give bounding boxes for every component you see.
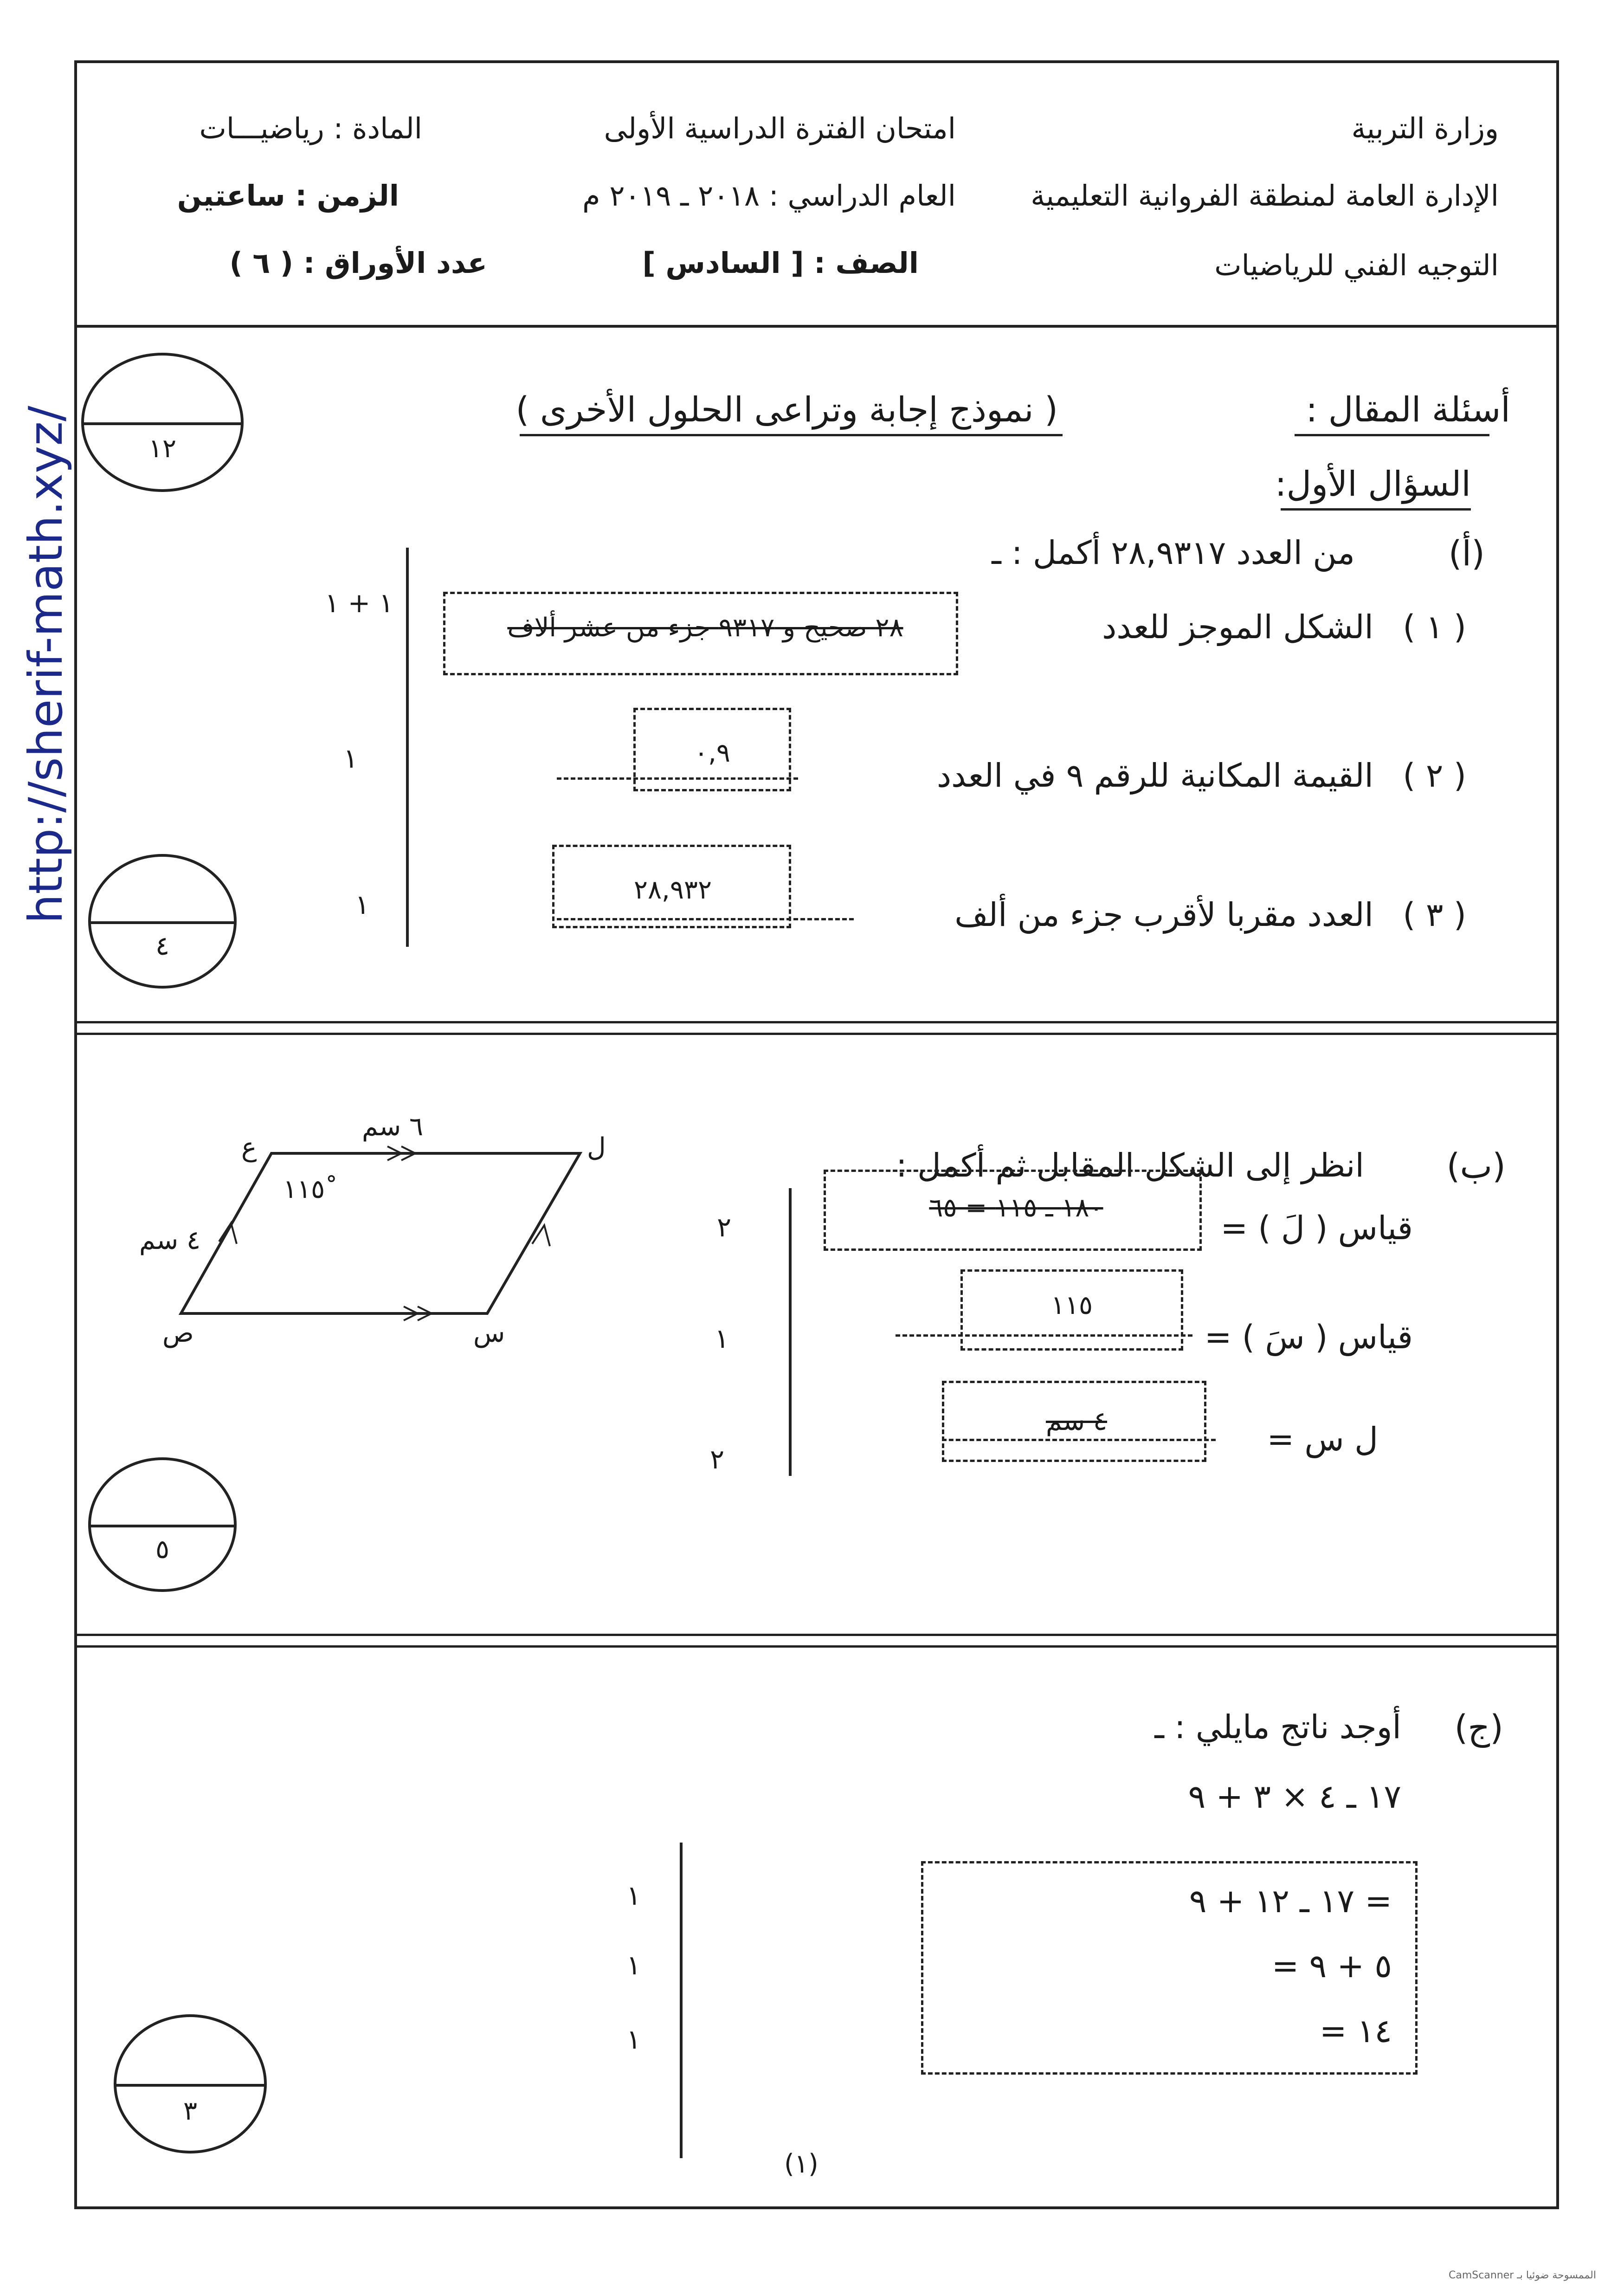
part-b-item-2-text: قياس ( سَ ) = [1204,1318,1413,1356]
part-c-label: (ج) [1454,1708,1503,1748]
grade-label: الصف : [ السادس ] [642,246,919,280]
part-b-item-3-answer: ٤ سم [1045,1406,1108,1436]
answer-model-note: ( نموذج إجابة وتراعى الحلول الأخرى ) [516,390,1058,430]
question-underline [1281,508,1471,511]
vertex-s-label: س [473,1318,505,1348]
part-c-step-1: = ١٧ ـ ١٢ + ٩ [1189,1882,1392,1920]
part-b-mark-circle: ٥ [88,1457,237,1592]
section-title: أسئلة المقال : [1306,390,1510,430]
part-a-item-3-answer: ٢٨,٩٣٢ [633,875,712,905]
part-a-divider-2 [74,1033,1559,1035]
part-c-prompt: أوجد ناتج مايلي : ـ [1154,1708,1401,1746]
subject-label: المادة : رياضيـــات [199,111,422,145]
part-c-step-1-mark: ١ [626,1880,641,1911]
part-a-item-1-text: الشكل الموجز للعدد [1102,608,1373,646]
part-b-prompt: انظر إلى الشكل المقابل ثم أكمل : [896,1146,1364,1184]
exam-title: امتحان الفترة الدراسية الأولى [604,111,956,145]
part-c-mark-column [680,1843,683,2158]
ministry-name: وزارة التربية [1351,111,1499,145]
part-a-label: (أ) [1448,534,1485,574]
part-a-item-3-text: العدد مقربا لأقرب جزء من ألف [954,896,1373,934]
part-b-mark-column [789,1188,792,1476]
vertex-l-label: ل [587,1132,606,1163]
vertex-a-label: ع [241,1132,257,1163]
page-number: (١) [784,2149,818,2179]
part-b-item-2-mark: ١ [715,1323,729,1354]
department-name: التوجيه الفني للرياضيات [1214,248,1499,282]
time-label: الزمن : ساعتين [177,179,399,213]
part-b-item-3-mark: ٢ [710,1443,725,1475]
part-b-divider-1 [74,1634,1559,1636]
watermark-url: http://sherif-math.xyz/ [19,406,73,924]
angle-label: ١١٥ْ [283,1174,325,1204]
part-b-item-1-answer: ١٨٠ ـ ١١٥ = ٦٥ [929,1193,1103,1223]
part-a-item-3-answer-line [557,918,854,920]
part-a-divider-1 [74,1021,1559,1023]
part-c-expression: ١٧ ـ ٤ × ٣ + ٩ [1188,1778,1401,1816]
academic-year: العام الدراسي : ٢٠١٨ ـ ٢٠١٩ م [582,179,956,213]
side-left-length: ٤ سم [139,1225,201,1255]
part-a-item-1-mark: ١ + ١ [325,587,393,619]
question-one-title: السؤال الأول: [1275,464,1471,504]
part-a-item-2-mark: ١ [343,743,358,774]
part-a-item-3-mark: ١ [355,889,370,920]
part-a-mark-column [406,548,409,947]
part-b-item-2-answer: ١١٥ [1050,1290,1093,1320]
part-c-step-2: = ٥ + ٩ [1271,1947,1392,1985]
part-a-item-1-answer: ٢٨ صحيح و ٩٣١٧ جزء من عشر ألاف [507,613,903,643]
part-a-item-2-text: القيمة المكانية للرقم ٩ في العدد [937,757,1373,795]
part-a-item-2-num: ( ٢ ) [1403,757,1466,795]
part-b-item-3-text: ل س = [1267,1420,1378,1458]
part-c-step-3-mark: ١ [626,2024,641,2055]
part-c-mark-circle: ٣ [114,2014,267,2154]
vertex-p-label: ص [162,1318,194,1348]
part-b-divider-2 [74,1645,1559,1648]
part-b-item-1-mark: ٢ [717,1211,732,1243]
part-a-item-3-num: ( ٣ ) [1403,896,1466,934]
part-b-label: (ب) [1446,1146,1506,1186]
total-mark-circle: ١٢ [81,353,244,492]
scanner-credit: CamScanner الممسوحة ضوئيا بـ [1449,2270,1596,2281]
part-a-item-2-answer-line [557,777,798,780]
side-top-length: ٦ سم [362,1112,424,1142]
section-title-underline [1295,434,1489,436]
parallel-arrow-right [532,1225,550,1246]
part-b-item-2-answer-line [896,1334,1192,1337]
part-c-step-2-mark: ١ [626,1949,641,1981]
parallelogram-shape [181,1153,580,1313]
header-divider [74,325,1559,328]
part-a-prompt: من العدد ٢٨,٩٣١٧ أكمل : ـ [992,534,1355,572]
note-underline [520,434,1063,436]
directorate-name: الإدارة العامة لمنطقة الفروانية التعليمية [1031,179,1499,213]
part-b-item-3-answer-line [942,1439,1216,1441]
part-a-mark-circle: ٤ [88,854,237,989]
part-b-item-1-text: قياس ( لَ ) = [1220,1209,1413,1247]
part-a-item-1-num: ( ١ ) [1403,608,1466,646]
part-a-item-2-answer: ٠,٩ [694,738,730,768]
part-c-step-3: = ١٤ [1319,2012,1392,2050]
pages-count: عدد الأوراق : ( ٦ ) [229,246,487,280]
